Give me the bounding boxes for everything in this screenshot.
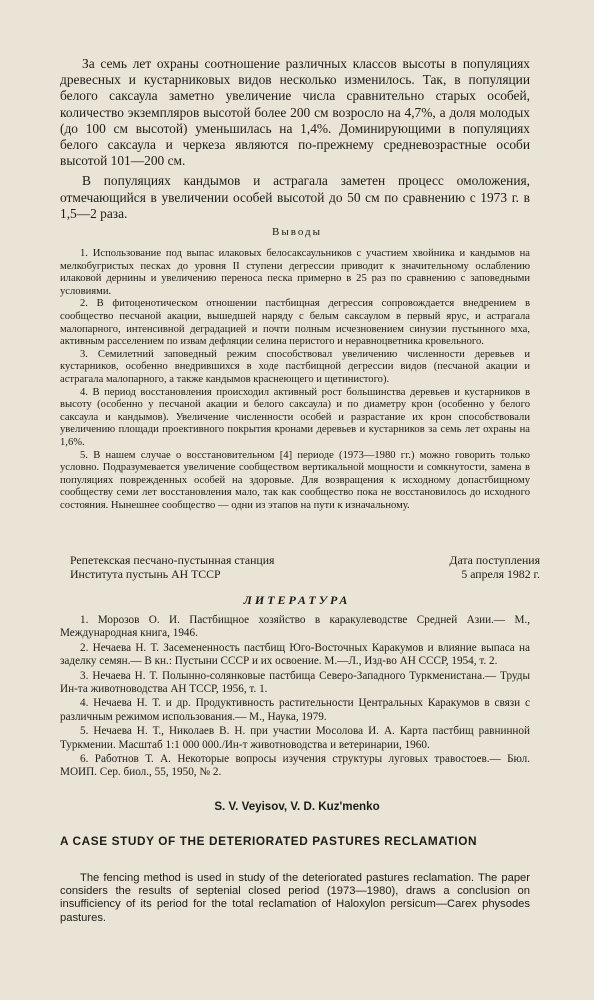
received-date: 5 апреля 1982 г.: [461, 567, 540, 581]
conclusions-heading: Выводы: [271, 226, 323, 238]
literature-heading: ЛИТЕРАТУРА: [243, 593, 351, 607]
affiliation-institute: Института пустынь АН ТССР: [70, 567, 221, 581]
conclusions-list: [60, 248, 530, 512]
affiliation: [70, 553, 540, 581]
english-title: A CASE STUDY OF THE DETERIORATED PASTURES RECLAMATION: [60, 834, 478, 848]
intro-paragraph-2: В популяциях кандымов и астрагала заметен процесс омоложения, отмечающийся в увеличении особей высотой до 50 см по сравнению с 1973 г. в 1,5—2 раза.: [60, 173, 530, 221]
affiliation-station: Репетекская песчано-пустынная станция: [70, 553, 275, 567]
reference-item: 2. Нечаева Н. Т. Засемененность пастбищ Юго-Восточных Каракумов и влияние выпаса на заделку семян.— В кн.: Пустыни СССР и их освоение. М.—Л., Изд-во АН СССР, 1954, т. 2.: [60, 641, 530, 668]
english-abstract: [60, 872, 530, 925]
received-label: Дата поступления: [449, 553, 540, 567]
received-block: [449, 553, 540, 581]
intro-section: [60, 56, 530, 222]
conclusion-item: 3. Семилетний заповедный режим способствовал увеличению численности деревьев и кустарников, особенно внедрившихся в ходе пастбищной дегрессии видов (песчаной акации и астрагала малопарного, а также кандымов краснеющего и щетинистого).: [60, 348, 530, 385]
english-authors: S. V. Veyisov, V. D. Kuz'menko: [214, 800, 380, 813]
conclusion-item: 4. В период восстановления происходил активный рост большинства деревьев и кустарников в высоту (особенно у песчаной акации и белого саксаула) и по диаметру крон (особенно у белого саксаула и кандымов). Увеличение численности особей и разрастание их крон способствовали увеличению площади проективного покрытия кронами деревьев и кустарников за семь лет охраны на 1,6%.: [60, 386, 530, 448]
intro-paragraph-1: За семь лет охраны соотношение различных классов высоты в популяциях древесных и кустарниковых видов несколько изменилось. Так, в популяции белого саксаула заметно увеличение числа сравнительно старых особей, количество экземпляров высотой более 200 см возросло на 4,7%, а доля молодых (до 100 см высотой) уменьшилась на 1,4%. Доминирующими в популяциях белого саксаула и черкеза являются по-прежнему средневозрастные особи высотой 101—200 см.: [60, 56, 530, 169]
conclusion-item: 5. В нашем случае о восстановительном [4] периоде (1973—1980 гг.) можно говорить только условно. Подразумевается увеличение сообществом вертикальной мощности и сомкнутости, замена в популяциях поврежденных особей на здоровые. Для возвращения к исходному допастбищному сообществу семи лет восстановления мало, так как сообщество пока не восстановилось до исходного состояния. Нынешнее сообщество — одни из этапов на пути к изначальному.: [60, 449, 530, 511]
reference-item: 1. Морозов О. И. Пастбищное хозяйство в каракулеводстве Средней Азии.— М., Международная книга, 1946.: [60, 614, 530, 640]
references-list: [60, 614, 530, 781]
reference-item: 6. Работнов Т. А. Некоторые вопросы изучения структуры луговых травостоев.— Бюл. МОИП. Сер. биол., 55, 1950, № 2.: [60, 753, 530, 779]
reference-item: 5. Нечаева Н. Т., Николаев В. Н. при участии Мосолова И. А. Карта пастбищ равнинной Туркмении. Масштаб 1:1 000 000./Ин-т животноводства и ветеринарии, 1960.: [60, 725, 530, 751]
reference-item: 3. Нечаева Н. Т. Полынно-солянковые пастбища Северо-Западного Туркменистана.— Труды Ин-та животноводства АН ТССР, 1956, т. 1.: [60, 669, 530, 696]
conclusion-item: 1. Использование под выпас илаковых белосаксаульников с участием хвойника и кандымов на мелкобугристых песках до уровня II ступени дегрессии приводит к значительному ослаблению илаковой дернины и увеличению переноса песка примерно в 25 раз по сравнению с заповедными условиями.: [60, 248, 530, 297]
reference-item: 4. Нечаева Н. Т. и др. Продуктивность растительности Центральных Каракумов в связи с различным режимом использования.— М., Наука, 1979.: [60, 697, 530, 723]
abstract-text: The fencing method is used in study of the deteriorated pastures reclamation. The paper considers the results of septenial closed period (1973—1980), draws a conclusion on insufficiency of its period for the total reclamation of Haloxylon persicum—Carex physodes pastures.: [60, 872, 530, 924]
conclusion-item: 2. В фитоценотическом отношении пастбищная дегрессия сопровождается внедрением в сообщество песчаной акации, вышедшей наряду с белым саксаулом в первый ярус, и астрагала малопарного, интенсивной деградацией и почти полным исчезновением синузии пустынного мха, активным расселением по извам дефляции селина перистого и неравноцветника кровельного.: [60, 298, 530, 348]
